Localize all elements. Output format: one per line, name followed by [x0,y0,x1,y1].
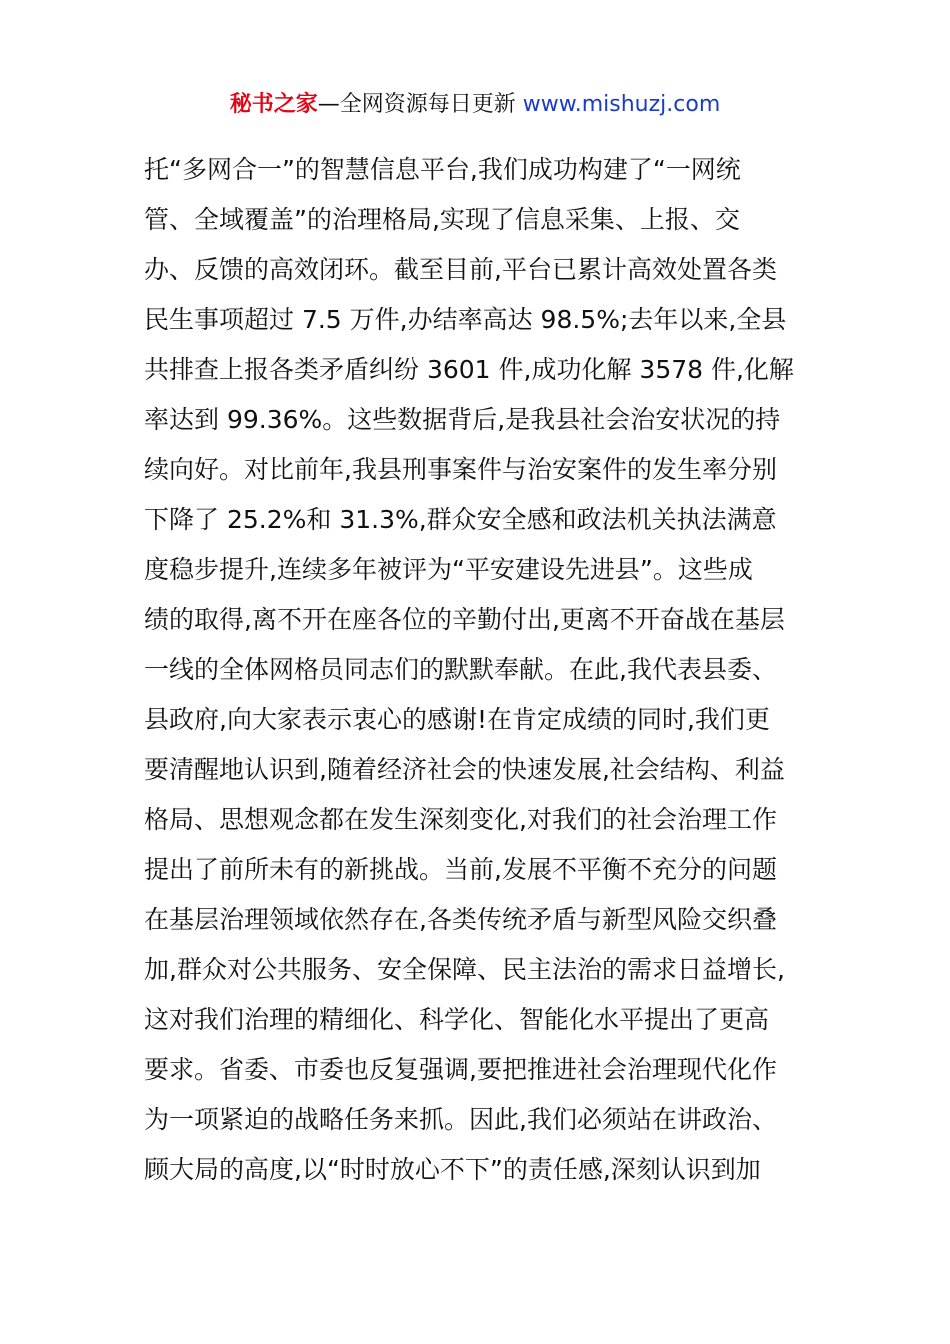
text-line: 县政府,向大家表示衷心的感谢!在肯定成绩的同时,我们更 [144,705,770,734]
text-line: 共排查上报各类矛盾纠纷 3601 件,成功化解 3578 件,化解 [144,355,794,384]
text-line: 一线的全体网格员同志们的默默奉献。在此,我代表县委、 [144,655,777,684]
text-line: 托“多网合一”的智慧信息平台,我们成功构建了“一网统 [144,155,741,184]
header-site-link[interactable]: www.mishuzj.com [522,92,721,117]
text-line: 在基层治理领域依然存在,各类传统矛盾与新型风险交织叠 [144,905,777,934]
text-line: 续向好。对比前年,我县刑事案件与治安案件的发生率分别 [144,455,777,484]
text-line: 管、全域覆盖”的治理格局,实现了信息采集、上报、交 [144,205,740,234]
text-line: 加,群众对公共服务、安全保障、民主法治的需求日益增长, [144,955,785,984]
text-line: 办、反馈的高效闭环。截至目前,平台已累计高效处置各类 [144,255,777,284]
text-line: 顾大局的高度,以“时时放心不下”的责任感,深刻认识到加 [144,1155,761,1184]
text-line: 格局、思想观念都在发生深刻变化,对我们的社会治理工作 [144,805,777,834]
text-line: 这对我们治理的精细化、科学化、智能化水平提出了更高 [144,1005,770,1034]
text-line: 要求。省委、市委也反复强调,要把推进社会治理现代化作 [144,1055,777,1084]
text-line: 下降了 25.2%和 31.3%,群众安全感和政法机关执法满意 [144,505,777,534]
text-line: 要清醒地认识到,随着经济社会的快速发展,社会结构、利益 [144,755,785,784]
header-tagline: —全网资源每日更新 [317,92,516,117]
text-line: 提出了前所未有的新挑战。当前,发展不平衡不充分的问题 [144,855,777,884]
page-header [0,88,950,122]
text-line: 率达到 99.36%。这些数据背后,是我县社会治安状况的持 [144,405,781,434]
text-line: 度稳步提升,连续多年被评为“平安建设先进县”。这些成 [144,555,753,584]
text-line: 民生事项超过 7.5 万件,办结率高达 98.5%;去年以来,全县 [144,305,787,334]
body-text [144,145,814,1195]
header-brand: 秘书之家 [229,92,318,117]
text-line: 绩的取得,离不开在座各位的辛勤付出,更离不开奋战在基层 [144,605,785,634]
text-line: 为一项紧迫的战略任务来抓。因此,我们必须站在讲政治、 [144,1105,777,1134]
